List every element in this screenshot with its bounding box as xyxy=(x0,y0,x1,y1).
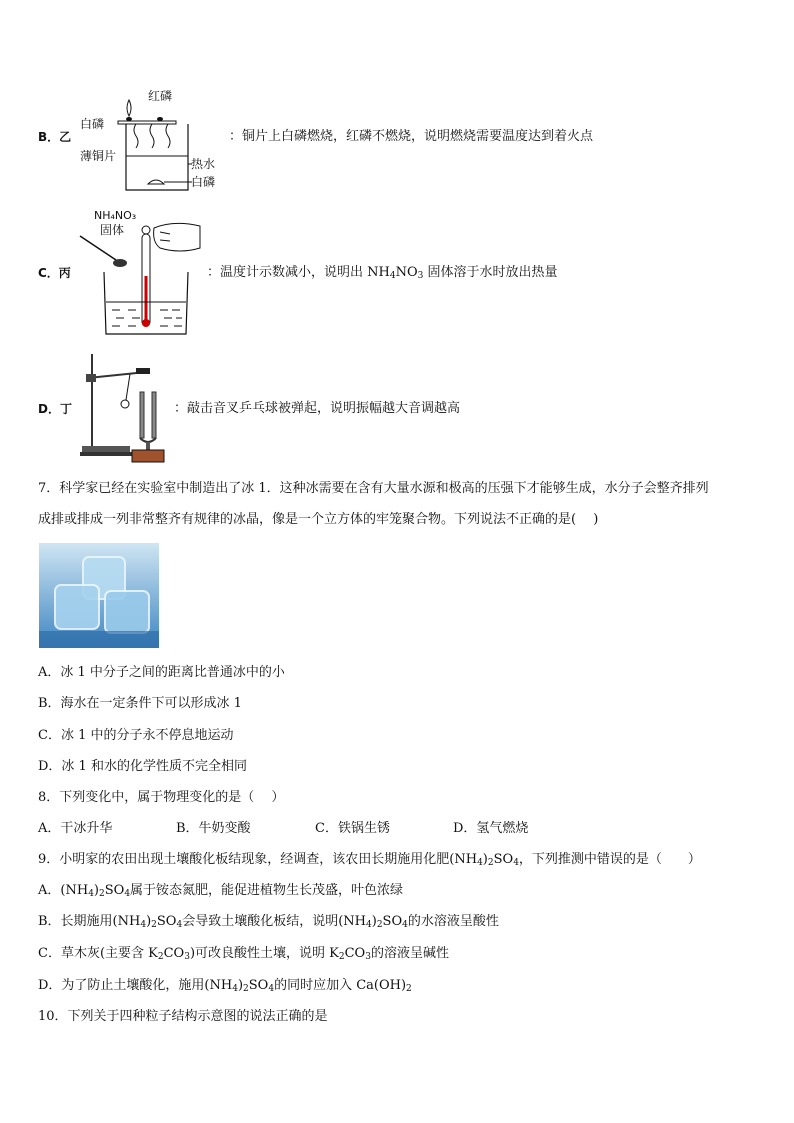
q8-option-d: D．氢气燃烧 xyxy=(453,821,529,836)
q8-option-a: A．干冰升华 xyxy=(38,821,113,836)
fig-label-nh4no3: NH₄NO₃ xyxy=(94,209,137,222)
fig-label-red-phosphorus: 红磷 xyxy=(148,89,173,103)
q8-stem: 8．下列变化中，属于物理变化的是（ ） xyxy=(38,790,285,805)
q7-stem-line1: 7．科学家已经在实验室中制造出了冰 1．这种冰需要在含有大量水源和极高的压强下才能够生成，水分子会整齐排列 xyxy=(38,481,709,496)
ice-cubes-image xyxy=(39,543,159,648)
figure-thermometer-beaker xyxy=(76,206,206,340)
fig-label-white-phosphorus-top: 白磷 xyxy=(80,117,105,131)
option-b-letter: B．乙 xyxy=(38,130,72,144)
q10-stem: 10．下列关于四种粒子结构示意图的说法正确的是 xyxy=(38,1009,328,1024)
option-c-text: ：温度计示数减小，说明出 $NH_4NO_3$ 固体溶于水时放出热量 xyxy=(207,265,558,281)
q7-stem-line2: 成排或排成一列非常整齐有规律的冰晶，像是一个立方体的牢笼聚合物。下列说法不正确的是( ) xyxy=(38,512,599,527)
figure-tuning-fork xyxy=(80,348,180,464)
q9-option-c: C．草木灰(主要含 $K_2CO_3$)可改良酸性土壤，说明 $K_2CO_3$的溶液呈碱性 xyxy=(38,946,449,962)
option-b-text: ：铜片上白磷燃烧，红磷不燃烧，说明燃烧需要温度达到着火点 xyxy=(229,129,594,144)
q7-option-a: A．冰 1 中分子之间的距离比普通冰中的小 xyxy=(38,665,285,680)
q9-option-b: B．长期施用$(NH_4)_2SO_4$会导致土壤酸化板结，说明$(NH_4)_2SO_4$的水溶液呈酸性 xyxy=(38,914,499,930)
option-c-letter: C．丙 xyxy=(38,266,71,280)
fig-label-solid: 固体 xyxy=(100,223,125,237)
q8-option-b: B．牛奶变酸 xyxy=(176,821,251,836)
q7-option-c: C．冰 1 中的分子永不停息地运动 xyxy=(38,728,234,743)
fig-label-white-phosphorus-bottom: 白磷 xyxy=(191,175,216,189)
fig-label-copper-sheet: 薄铜片 xyxy=(80,149,117,163)
option-d-letter: D．丁 xyxy=(38,402,72,416)
figure-phosphorus-combustion xyxy=(78,86,228,194)
q8-option-c: C．铁锅生锈 xyxy=(315,821,390,836)
option-d-text: ：敲击音叉乒乓球被弹起，说明振幅越大音调越高 xyxy=(174,401,461,416)
fig-label-hot-water: 热水 xyxy=(191,157,216,171)
q7-option-d: D．冰 1 和水的化学性质不完全相同 xyxy=(38,759,247,774)
q7-option-b: B．海水在一定条件下可以形成冰 1 xyxy=(38,696,242,711)
q9-option-d: D．为了防止土壤酸化，施用$(NH_4)_2SO_4$的同时应加入 $Ca(OH)_2$ xyxy=(38,978,412,994)
q9-option-a: A．$(NH_4)_2SO_4$属于铵态氮肥，能促进植物生长茂盛，叶色浓绿 xyxy=(38,883,404,899)
q9-stem: 9．小明家的农田出现土壤酸化板结现象，经调查，该农田长期施用化肥$(NH_4)_2SO_4$，下列推测中错误的是（ ） xyxy=(38,852,701,868)
